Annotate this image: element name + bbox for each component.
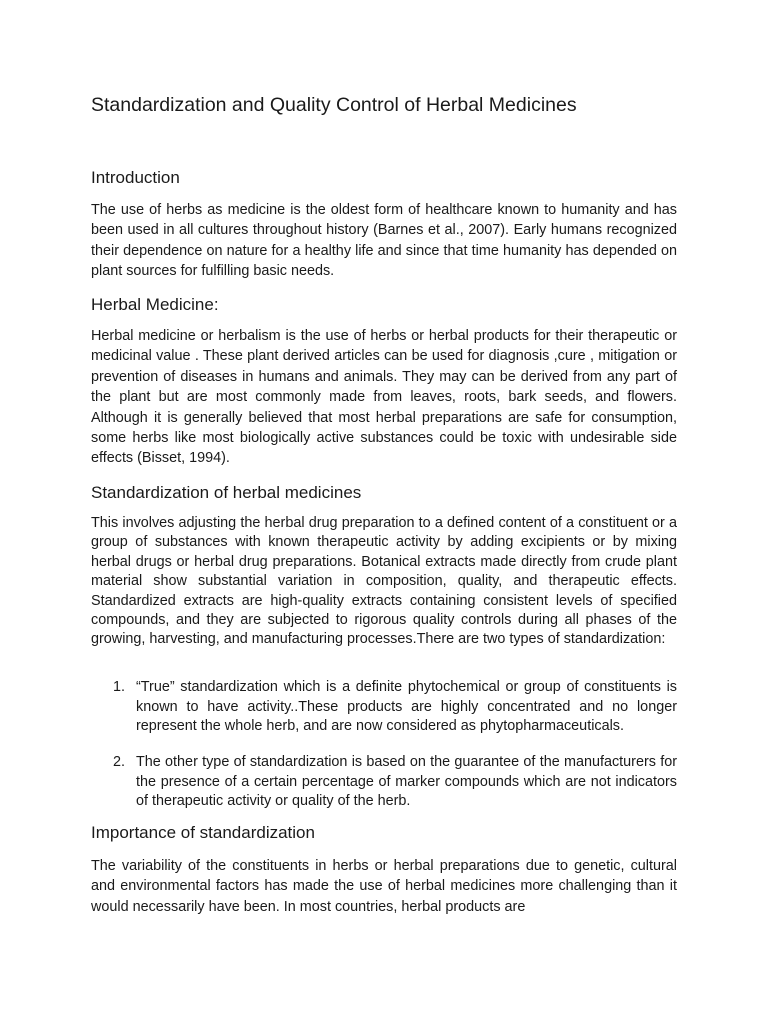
heading-herbal-medicine: Herbal Medicine: (91, 295, 219, 314)
heading-importance-of-standardization: Importance of standardization (91, 823, 315, 842)
list-item (91, 753, 677, 812)
list-item-number: 1. (113, 679, 126, 695)
paragraph-introduction: The use of herbs as medicine is the oldest form of healthcare known to humanity and has been used in all cultures throughout history (Barnes et al., 2007). Early humans recognized their dependence on nature for a healthy life and since that time humanity has depended on plant sources for fulfilling basic needs. (91, 202, 677, 280)
list-item-text: The other type of standardization is based on the guarantee of the manufacturers for the presence of a certain percentage of marker compounds which are not indicators of therapeutic activity or quality of the herb. (136, 754, 677, 810)
list-item-text: “True” standardization which is a definite phytochemical or group of constituents is known to have activity..These products are highly concentrated and no longer represent the whole herb, and are now considered as phytopharmaceuticals. (136, 679, 677, 735)
paragraph-importance: The variability of the constituents in herbs or herbal preparations due to genetic, cultural and environmental factors has made the use of herbal medicines more challenging than it would necessarily have been. In most countries, herbal products are (91, 858, 677, 915)
list-item (91, 678, 677, 737)
paragraph-standardization: This involves adjusting the herbal drug preparation to a defined content of a constituent or a group of substances with known therapeutic activity by adding excipients or by mixing herbal drugs or herbal drug preparations. Botanical extracts made directly from crude plant material show substantial variation in composition, quality, and therapeutic effects. Standardized extracts are high-quality extracts containing consistent levels of specified compounds, and they are subjected to rigorous quality controls during all phases of the growing, harvesting, and manufacturing processes.There are two types of standardization: (91, 515, 677, 648)
heading-standardization: Standardization of herbal medicines (91, 483, 362, 502)
document-title: Standardization and Quality Control of Herbal Medicines (91, 94, 577, 116)
paragraph-herbal-medicine: Herbal medicine or herbalism is the use of herbs or herbal products for their therapeutic or medicinal value . These plant derived articles can be used for diagnosis ,cure , mitigation or prevention of diseases in humans and animals. They may can be derived from any part of the plant but are most commonly made from leaves, roots, bark seeds, and flowers. Although it is generally believed that most herbal preparations are safe for consumption, some herbs like most biologically active substances could be toxic with undesirable side effects (Bisset, 1994). (91, 328, 677, 467)
list-item-number: 2. (113, 754, 126, 770)
heading-introduction: Introduction (91, 168, 180, 187)
